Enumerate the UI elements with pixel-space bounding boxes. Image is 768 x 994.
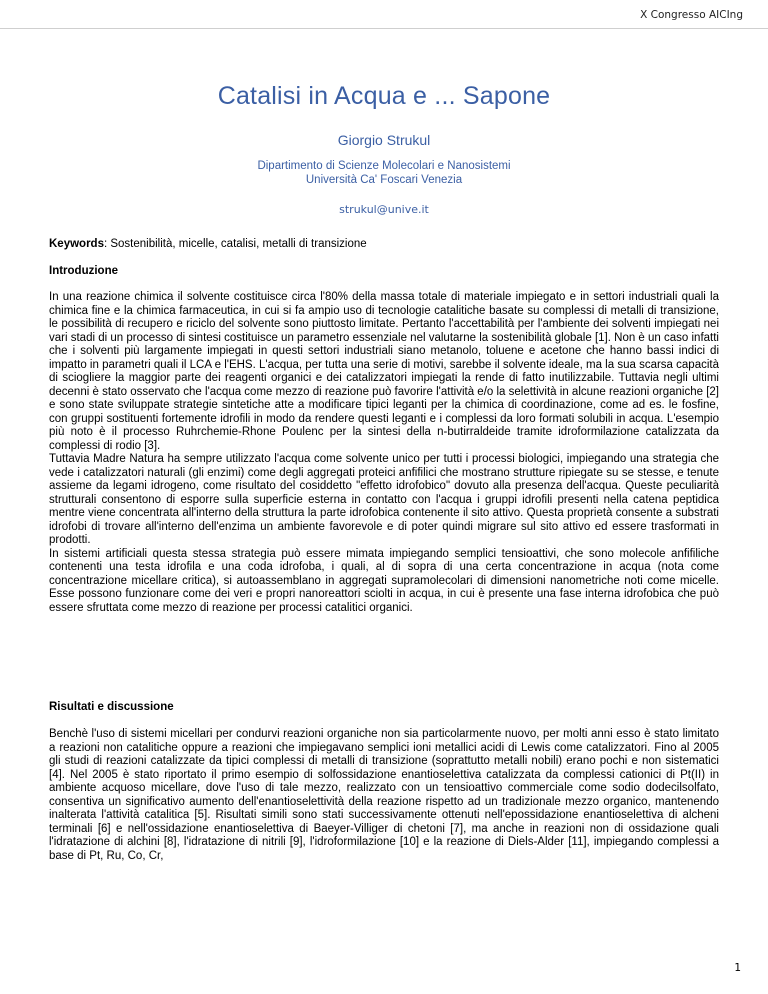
affiliation-department: Dipartimento di Scienze Molecolari e Nanosistemi	[257, 160, 511, 172]
section-heading-introduction: Introduzione	[49, 265, 118, 277]
results-body	[49, 728, 719, 863]
conference-header: X Congresso AICIng	[640, 9, 743, 21]
results-paragraph: Benchè l'uso di sistemi micellari per condurvi reazioni organiche non sia particolarmente nuovo, per molti anni esso è stato limitato a reazioni non catalitiche oppure a reazioni che impiegavano semplici ioni metallici acidi di Lewis come catalizzatori. Fino al 2005 gli studi di reazioni catalizzate da tipici complessi di metalli di transizione (soprattutto metalli nobili) erano pochi e non sistematici [4]. Nel 2005 è stato riportato il primo esempio di solfossidazione enantioselettiva catalizzata da complessi cationici di Pt(II) in ambiente acquoso micellare, dove l'uso di tale mezzo, realizzato con un tensioattivo commerciale come sodio dodecilsolfato, consentiva un significativo aumento dell'enantioselettività della reazione rispetto ad un tradizionale mezzo organico, mantenendo inalterata l'attività catalitica [5]. Risultati simili sono stati successivamente ottenuti nell'epossidazione enantioselettiva di alcheni terminali [6] e nell'ossidazione enantioselettiva di Baeyer-Villiger di chetoni [7], ma anche in reazioni non di ossidazione quali l'idratazione di alchini [8], l'idratazione di nitrili [9], l'idroformilazione [10] e la reazione di Diels-Alder [11], impiegando complessi a base di Pt, Ru, Co, Cr,	[49, 728, 719, 862]
intro-paragraph: In una reazione chimica il solvente costituisce circa l'80% della massa totale di materiale impiegato e in settori industriali quali la chimica fine e la chimica farmaceutica, in cui si fa ampio uso di tecnologie catalitiche basate su complessi di metalli di transizione, le possibilità di recupero e riciclo del solvente sono piuttosto limitate. Pertanto l'accettabilità per l'ambiente dei solventi impiegati nei vari stadi di un processo di sintesi costituisce un parametro essenziale nel valutarne la sostenibilità globale [1]. Non è un caso infatti che i solventi più largamente impiegati in questi settori industriali siano metanolo, toluene e acetone che hanno bassi indici di impatto in parametri quali il LCA e l'EHS. L'acqua, per tutta una serie di motivi, sarebbe il solvente ideale, ma la sua scarsa capacità di sciogliere la maggior parte dei reagenti organici e dei catalizzatori impiegati la rende di fatto inutilizzabile. Tuttavia negli ultimi decenni è stato osservato che l'acqua come mezzo di reazione può favorire l'attività e/o la selettività in alcune reazioni organiche [2] e sono state sviluppate strategie sintetiche atte a modificare tipici leganti per la chimica di coordinazione, come ad es. le fosfine, con gruppi sostituenti fortemente idrofili in modo da rendere questi leganti e i complessi da loro formati solubili in acqua. L'esempio più noto è il processo Ruhrchemie-Rhone Poulenc per la sintesi della n-butirraldeide tramite idroformilazione catalizzata da complessi di rodio [3].	[49, 291, 719, 452]
paper-title: Catalisi in Acqua e ... Sapone	[217, 82, 551, 110]
intro-paragraph: Tuttavia Madre Natura ha sempre utilizzato l'acqua come solvente unico per tutti i processi biologici, impiegando una strategia che vede i catalizzatori naturali (gli enzimi) come degli aggregati proteici anfifilici che mostrano strutture ripiegate su se stesse, e tenute assieme da legami idrogeno, come risultato del cosiddetto "effetto idrofobico" dovuto alla presenza dell'acqua. Queste peculiarità strutturali consentono di esporre sulla superficie esterna in contatto con l'acqua i gruppi idrofili presenti nella catena peptidica mentre viene concentrata all'interno della struttura la parte idrofobica contenente il sito attivo. Questa proprietà consente a substrati idrofobi di trovare all'interno dell'enzima un ambiente favorevole e di poter quindi migrare sul sito attivo ed essere trasformati in prodotti.	[49, 453, 719, 546]
author-name: Giorgio Strukul	[337, 132, 431, 148]
affiliation-university: Università Ca' Foscari Venezia	[305, 174, 463, 186]
section-heading-results: Risultati e discussione	[49, 701, 174, 713]
author-email: strukul@unive.it	[339, 203, 429, 216]
affiliation	[0, 159, 768, 187]
keywords-text: : Sostenibilità, micelle, catalisi, metalli di transizione	[103, 238, 367, 250]
page-number: 1	[734, 962, 741, 974]
header-divider	[0, 28, 768, 29]
introduction-body	[49, 291, 719, 615]
keywords-label: Keywords	[49, 238, 104, 250]
intro-paragraph: In sistemi artificiali questa stessa strategia può essere mimata impiegando semplici tensioattivi, che sono molecole anfifiliche contenenti una testa idrofila e una coda idrofoba, i quali, al di sopra di una certa concentrazione in acqua (nota come concentrazione micellare critica), si autoassemblano in aggregati supramolecolari di dimensioni nanometriche noti come micelle. Esse possono funzionare come dei veri e propri nanoreattori sciolti in acqua, in cui è presente una fase interna idrofobica che può essere sfruttata come mezzo di reazione per processi catalitici organici.	[49, 547, 719, 614]
keywords-line	[49, 238, 719, 252]
